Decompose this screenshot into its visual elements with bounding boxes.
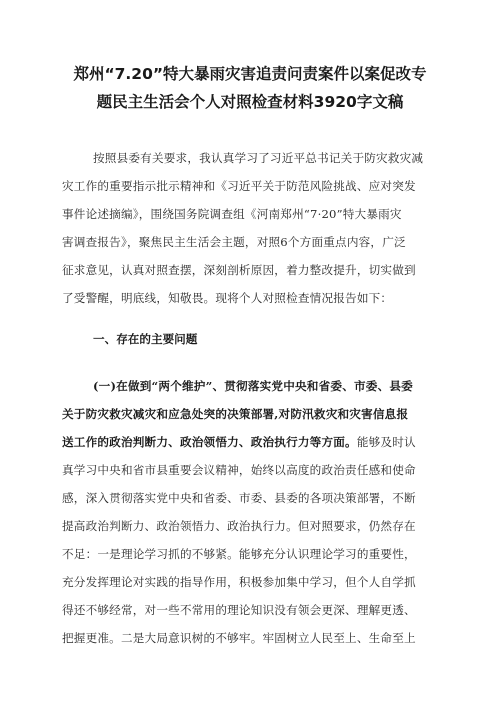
intro-line: 按照县委有关要求，我认真学习了习近平总书记关于防灾救灾减	[93, 151, 424, 165]
body-line: 充分发挥理论对实践的指导作用，积极参加集中学习，但个人自学抓	[62, 575, 416, 589]
subsection-tail-text: 能够及时认	[356, 435, 416, 449]
subsection-bold-line: 关于防灾救灾减灾和应急处突的决策部署,对防汛救灾和灾害信息报	[62, 407, 409, 421]
subsection-mixed-line	[62, 434, 416, 450]
body-line: 得还不够经常，对一些不常用的理论知识没有领会更深、理解更透、	[62, 603, 416, 617]
body-line: 把握更准。二是大局意识树的不够牢。牢固树立人民至上、生命至上	[62, 631, 416, 645]
document-title-line-2: 题民主生活会个人对照检查材料3920字文稿	[96, 93, 404, 111]
body-line: 提高政治判断力、政治领悟力、政治执行力。但对照要求，仍然存在	[62, 519, 416, 533]
intro-line: 事件论述摘编》，围绕国务院调查组《河南郑州“7·20”特大暴雨灾	[62, 207, 402, 221]
document-title-line-1: 郑州“7.20”特大暴雨灾害追责问责案件以案促改专	[73, 65, 427, 83]
intro-line: 灾工作的重要指示批示精神和《习近平关于防范风险挑战、应对突发	[62, 179, 416, 193]
body-line: 不足：一是理论学习抓的不够紧。能够充分认识理论学习的重要性，	[62, 547, 416, 561]
intro-line: 征求意见，认真对照查摆，深刻剖析原因，着力整改提升，切实做到	[62, 263, 416, 277]
body-line: 真学习中央和省市县重要会议精神，始终以高度的政治责任感和使命	[62, 463, 416, 477]
intro-line: 了受警醒，明底线，知敬畏。现将个人对照检查情况报告如下：	[62, 291, 393, 305]
body-line: 感，深入贯彻落实党中央和省委、市委、县委的各项决策部署，不断	[62, 491, 416, 505]
subsection-bold-line: (一)在做到“两个维护”、贯彻落实党中央和省委、市委、县委	[93, 379, 413, 393]
intro-line: 害调查报告》，聚焦民主生活会主题，对照6个方面重点内容，广泛	[62, 235, 406, 249]
section-heading: 一、存在的主要问题	[93, 332, 198, 346]
subsection-bold-text: 送工作的政治判断力、政治领悟力、政治执行力等方面。	[62, 435, 357, 449]
